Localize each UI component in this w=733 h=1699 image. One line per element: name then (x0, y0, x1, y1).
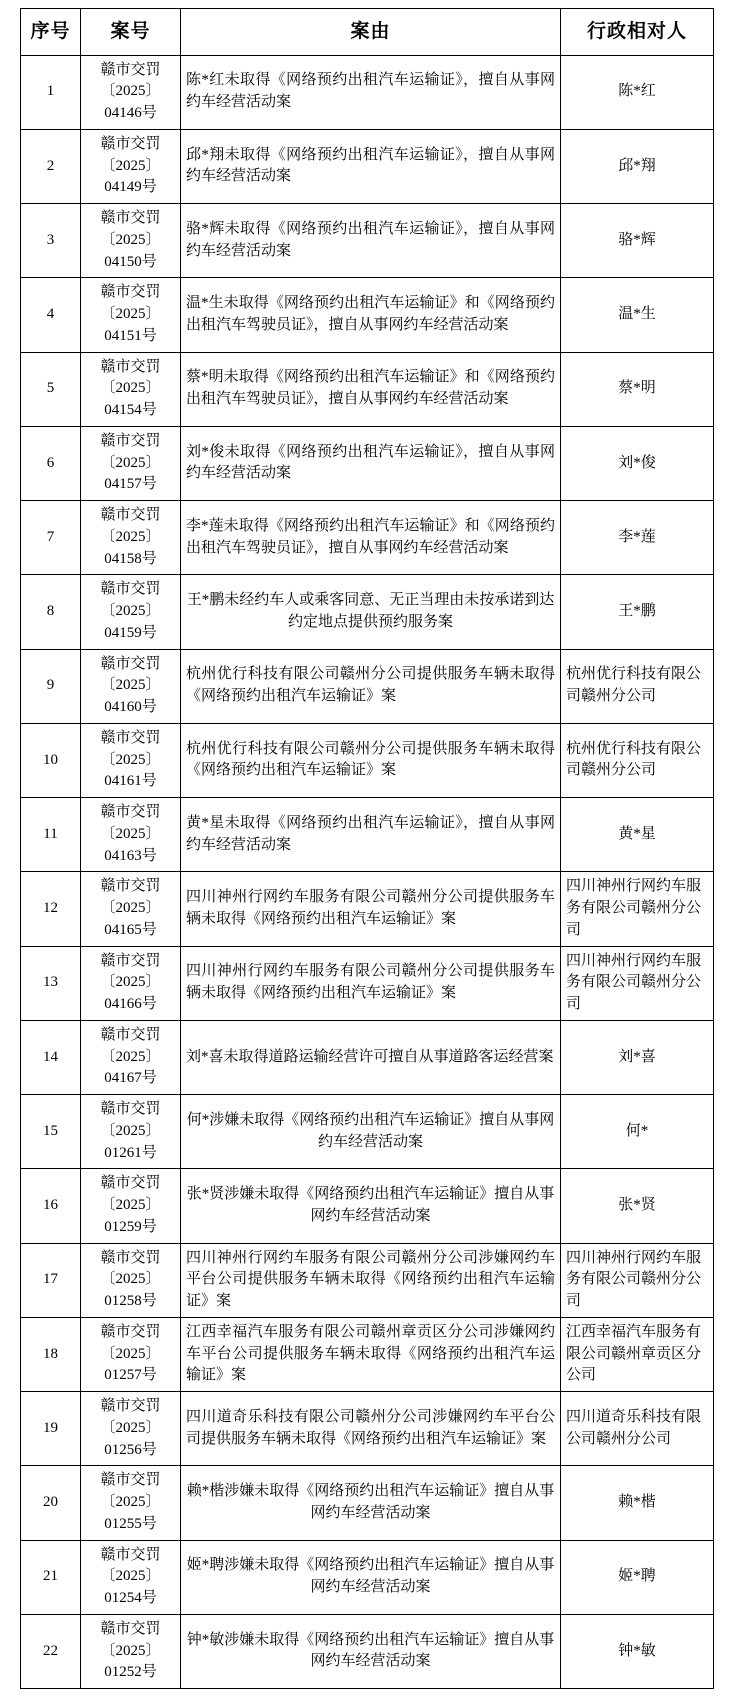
cell-party: 四川神州行网约车服务有限公司赣州分公司 (561, 946, 714, 1020)
table-row (21, 872, 714, 946)
case-number-line: 赣市交罚 (100, 729, 161, 746)
cell-index: 16 (21, 1169, 81, 1243)
cell-party: 钟*敏 (561, 1614, 714, 1688)
case-number-line: 01255号 (104, 1515, 157, 1532)
cell-case-reason: 赖*楷涉嫌未取得《网络预约出租汽车运输证》擅自从事网约车经营活动案 (181, 1466, 561, 1540)
cell-case-number (81, 946, 181, 1020)
table-row (21, 649, 714, 723)
table-row (21, 1466, 714, 1540)
case-number-line: 04159号 (104, 624, 157, 641)
cell-case-reason: 四川道奇乐科技有限公司赣州分公司涉嫌网约车平台公司提供服务车辆未取得《网络预约出租汽车运输证》案 (181, 1392, 561, 1466)
cell-index: 6 (21, 426, 81, 500)
table-row (21, 946, 714, 1020)
cell-case-reason: 张*贤涉嫌未取得《网络预约出租汽车运输证》擅自从事网约车经营活动案 (181, 1169, 561, 1243)
cell-index: 1 (21, 55, 81, 129)
cell-party: 蔡*明 (561, 352, 714, 426)
case-number-line: 01259号 (104, 1218, 157, 1235)
cell-index: 5 (21, 352, 81, 426)
table-row (21, 352, 714, 426)
case-number-line: 赣市交罚 (100, 61, 161, 78)
cell-party: 邱*翔 (561, 129, 714, 203)
cell-party: 温*生 (561, 278, 714, 352)
cell-index: 9 (21, 649, 81, 723)
cell-index: 19 (21, 1392, 81, 1466)
table-row (21, 129, 714, 203)
cell-case-reason: 李*莲未取得《网络预约出租汽车运输证》和《网络预约出租汽车驾驶员证》，擅自从事网约车经营活动案 (181, 501, 561, 575)
cell-party: 刘*俊 (561, 426, 714, 500)
case-number-line: 赣市交罚 (100, 507, 161, 524)
case-number-line: 赣市交罚 (100, 432, 161, 449)
case-number-line: 赣市交罚 (100, 1323, 161, 1340)
cell-case-number (81, 55, 181, 129)
document-page (0, 8, 733, 1689)
cell-index: 22 (21, 1614, 81, 1688)
case-number-line: 04163号 (104, 847, 157, 864)
case-number-line: 赣市交罚 (100, 1546, 161, 1563)
cell-party: 四川道奇乐科技有限公司赣州分公司 (561, 1392, 714, 1466)
cell-case-number (81, 1317, 181, 1391)
case-number-line: 04158号 (104, 550, 157, 567)
case-list-table (20, 8, 714, 1689)
cell-party: 黄*星 (561, 798, 714, 872)
table-row (21, 278, 714, 352)
case-number-line: 〔2025〕 (100, 231, 161, 248)
cell-party: 骆*辉 (561, 204, 714, 278)
cell-case-reason: 江西幸福汽车服务有限公司赣州章贡区分公司涉嫌网约车平台公司提供服务车辆未取得《网络预约出租汽车运输证》案 (181, 1317, 561, 1391)
cell-index: 10 (21, 723, 81, 797)
cell-case-reason: 杭州优行科技有限公司赣州分公司提供服务车辆未取得《网络预约出租汽车运输证》案 (181, 649, 561, 723)
cell-party: 姬*聘 (561, 1540, 714, 1614)
case-number-line: 01257号 (104, 1367, 157, 1384)
case-number-line: 赣市交罚 (100, 358, 161, 375)
table-row (21, 55, 714, 129)
cell-case-reason: 骆*辉未取得《网络预约出租汽车运输证》，擅自从事网约车经营活动案 (181, 204, 561, 278)
case-number-line: 〔2025〕 (100, 825, 161, 842)
table-row (21, 501, 714, 575)
case-number-line: 〔2025〕 (100, 677, 161, 694)
case-number-line: 赣市交罚 (100, 878, 161, 895)
table-row (21, 723, 714, 797)
cell-party: 李*莲 (561, 501, 714, 575)
case-number-line: 〔2025〕 (100, 751, 161, 768)
case-number-line: 赣市交罚 (100, 1472, 161, 1489)
case-number-line: 〔2025〕 (100, 1568, 161, 1585)
cell-party: 杭州优行科技有限公司赣州分公司 (561, 723, 714, 797)
case-number-line: 04151号 (104, 327, 157, 344)
cell-case-reason: 四川神州行网约车服务有限公司赣州分公司涉嫌网约车平台公司提供服务车辆未取得《网络预约出租汽车运输证》案 (181, 1243, 561, 1317)
case-number-line: 04146号 (104, 105, 157, 122)
case-number-line: 赣市交罚 (100, 655, 161, 672)
cell-case-number (81, 1020, 181, 1094)
cell-party: 杭州优行科技有限公司赣州分公司 (561, 649, 714, 723)
column-header-party: 行政相对人 (561, 9, 714, 56)
cell-case-number (81, 1243, 181, 1317)
case-number-line: 04160号 (104, 699, 157, 716)
cell-index: 8 (21, 575, 81, 649)
cell-case-number (81, 501, 181, 575)
case-number-line: 04165号 (104, 921, 157, 938)
case-number-line: 赣市交罚 (100, 581, 161, 598)
table-row (21, 798, 714, 872)
table-body (21, 55, 714, 1689)
table-row (21, 1540, 714, 1614)
cell-index: 14 (21, 1020, 81, 1094)
table-header-row (21, 9, 714, 56)
cell-index: 15 (21, 1095, 81, 1169)
cell-index: 11 (21, 798, 81, 872)
table-row (21, 1317, 714, 1391)
cell-case-reason: 何*涉嫌未取得《网络预约出租汽车运输证》擅自从事网约车经营活动案 (181, 1095, 561, 1169)
cell-party: 赖*楷 (561, 1466, 714, 1540)
cell-case-number (81, 798, 181, 872)
case-number-line: 〔2025〕 (100, 1642, 161, 1659)
cell-case-number (81, 204, 181, 278)
cell-case-reason: 四川神州行网约车服务有限公司赣州分公司提供服务车辆未取得《网络预约出租汽车运输证》案 (181, 946, 561, 1020)
case-number-line: 04150号 (104, 253, 157, 270)
case-number-line: 04167号 (104, 1070, 157, 1087)
case-number-line: 〔2025〕 (100, 1197, 161, 1214)
case-number-line: 赣市交罚 (100, 1620, 161, 1637)
case-number-line: 赣市交罚 (100, 1249, 161, 1266)
cell-case-reason: 钟*敏涉嫌未取得《网络预约出租汽车运输证》擅自从事网约车经营活动案 (181, 1614, 561, 1688)
case-number-line: 〔2025〕 (100, 157, 161, 174)
case-number-line: 01252号 (104, 1664, 157, 1681)
case-number-line: 〔2025〕 (100, 306, 161, 323)
cell-case-number (81, 1466, 181, 1540)
cell-case-number (81, 872, 181, 946)
cell-case-reason: 陈*红未取得《网络预约出租汽车运输证》，擅自从事网约车经营活动案 (181, 55, 561, 129)
cell-index: 18 (21, 1317, 81, 1391)
table-row (21, 1020, 714, 1094)
cell-index: 20 (21, 1466, 81, 1540)
table-header (21, 9, 714, 56)
cell-case-number (81, 129, 181, 203)
cell-case-reason: 刘*俊未取得《网络预约出租汽车运输证》，擅自从事网约车经营活动案 (181, 426, 561, 500)
case-number-line: 〔2025〕 (100, 974, 161, 991)
table-row (21, 575, 714, 649)
case-number-line: 赣市交罚 (100, 135, 161, 152)
column-header-case-reason: 案由 (181, 9, 561, 56)
cell-case-number (81, 723, 181, 797)
cell-party: 何* (561, 1095, 714, 1169)
case-number-line: 赣市交罚 (100, 210, 161, 227)
case-number-line: 赣市交罚 (100, 952, 161, 969)
case-number-line: 04149号 (104, 179, 157, 196)
cell-index: 3 (21, 204, 81, 278)
column-header-case-number: 案号 (81, 9, 181, 56)
case-number-line: 〔2025〕 (100, 83, 161, 100)
case-number-line: 赣市交罚 (100, 1026, 161, 1043)
cell-case-number (81, 575, 181, 649)
case-number-line: 01254号 (104, 1590, 157, 1607)
cell-case-number (81, 1169, 181, 1243)
case-number-line: 赣市交罚 (100, 1101, 161, 1118)
cell-case-reason: 邱*翔未取得《网络预约出租汽车运输证》，擅自从事网约车经营活动案 (181, 129, 561, 203)
case-number-line: 01261号 (104, 1144, 157, 1161)
cell-index: 17 (21, 1243, 81, 1317)
cell-party: 张*贤 (561, 1169, 714, 1243)
cell-case-reason: 姬*聘涉嫌未取得《网络预约出租汽车运输证》擅自从事网约车经营活动案 (181, 1540, 561, 1614)
cell-case-reason: 刘*喜未取得道路运输经营许可擅自从事道路客运经营案 (181, 1020, 561, 1094)
table-row (21, 1169, 714, 1243)
cell-case-reason: 蔡*明未取得《网络预约出租汽车运输证》和《网络预约出租汽车驾驶员证》，擅自从事网约车经营活动案 (181, 352, 561, 426)
cell-party: 四川神州行网约车服务有限公司赣州分公司 (561, 872, 714, 946)
cell-party: 王*鹏 (561, 575, 714, 649)
cell-case-number (81, 649, 181, 723)
cell-case-reason: 温*生未取得《网络预约出租汽车运输证》和《网络预约出租汽车驾驶员证》，擅自从事网约车经营活动案 (181, 278, 561, 352)
case-number-line: 〔2025〕 (100, 454, 161, 471)
case-number-line: 〔2025〕 (100, 603, 161, 620)
cell-case-reason: 杭州优行科技有限公司赣州分公司提供服务车辆未取得《网络预约出租汽车运输证》案 (181, 723, 561, 797)
case-number-line: 〔2025〕 (100, 1048, 161, 1065)
table-row (21, 1243, 714, 1317)
cell-case-reason: 四川神州行网约车服务有限公司赣州分公司提供服务车辆未取得《网络预约出租汽车运输证》案 (181, 872, 561, 946)
table-row (21, 1392, 714, 1466)
cell-case-number (81, 1614, 181, 1688)
case-number-line: 04161号 (104, 773, 157, 790)
cell-case-reason: 黄*星未取得《网络预约出租汽车运输证》，擅自从事网约车经营活动案 (181, 798, 561, 872)
case-number-line: 〔2025〕 (100, 1345, 161, 1362)
column-header-index: 序号 (21, 9, 81, 56)
case-number-line: 〔2025〕 (100, 380, 161, 397)
table-row (21, 1614, 714, 1688)
cell-index: 13 (21, 946, 81, 1020)
case-number-line: 01256号 (104, 1441, 157, 1458)
cell-case-number (81, 278, 181, 352)
case-number-line: 赣市交罚 (100, 804, 161, 821)
cell-case-number (81, 352, 181, 426)
cell-index: 2 (21, 129, 81, 203)
table-row (21, 426, 714, 500)
case-number-line: 04166号 (104, 996, 157, 1013)
cell-case-number (81, 1540, 181, 1614)
case-number-line: 〔2025〕 (100, 1494, 161, 1511)
cell-index: 21 (21, 1540, 81, 1614)
case-number-line: 〔2025〕 (100, 1271, 161, 1288)
cell-party: 江西幸福汽车服务有限公司赣州章贡区分公司 (561, 1317, 714, 1391)
case-number-line: 04154号 (104, 402, 157, 419)
cell-party: 四川神州行网约车服务有限公司赣州分公司 (561, 1243, 714, 1317)
cell-index: 12 (21, 872, 81, 946)
case-number-line: 赣市交罚 (100, 284, 161, 301)
case-number-line: 赣市交罚 (100, 1398, 161, 1415)
cell-case-number (81, 1095, 181, 1169)
cell-party: 刘*喜 (561, 1020, 714, 1094)
cell-case-reason: 王*鹏未经约车人或乘客同意、无正当理由未按承诺到达约定地点提供预约服务案 (181, 575, 561, 649)
case-number-line: 赣市交罚 (100, 1175, 161, 1192)
cell-party: 陈*红 (561, 55, 714, 129)
case-number-line: 〔2025〕 (100, 900, 161, 917)
case-number-line: 〔2025〕 (100, 1419, 161, 1436)
table-row (21, 1095, 714, 1169)
cell-case-number (81, 1392, 181, 1466)
case-number-line: 〔2025〕 (100, 1122, 161, 1139)
table-row (21, 204, 714, 278)
case-number-line: 〔2025〕 (100, 528, 161, 545)
cell-index: 7 (21, 501, 81, 575)
case-number-line: 01258号 (104, 1293, 157, 1310)
cell-index: 4 (21, 278, 81, 352)
case-number-line: 04157号 (104, 476, 157, 493)
cell-case-number (81, 426, 181, 500)
